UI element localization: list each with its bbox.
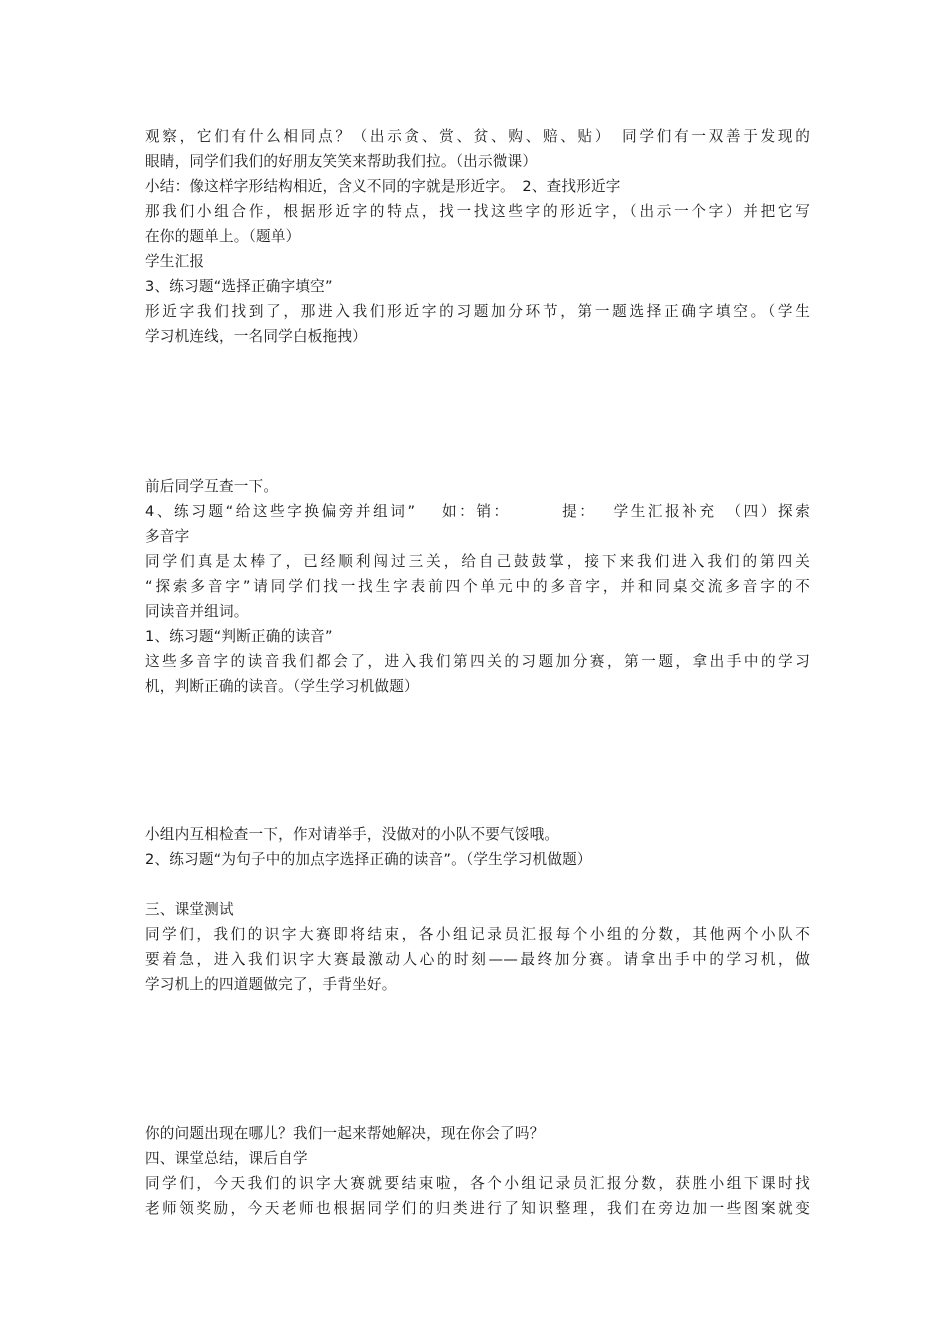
text-line: 1、练习题“判断正确的读音” — [145, 628, 333, 645]
text-line: 眼睛，同学们我们的好朋友笑笑来帮助我们拉。（出示微课） — [145, 153, 538, 170]
text-line: 4、练习题“给这些字换偏旁并组词” 如：销： 提： 学生汇报补充 （四）探索 — [145, 503, 810, 520]
text-line: 四、课堂总结，课后自学 — [145, 1150, 308, 1167]
text-line: 前后同学互查一下。 — [145, 478, 279, 495]
text-line: 3、练习题“选择正确字填空” — [145, 278, 333, 295]
text-line: 老师领奖励，今天老师也根据同学们的归类进行了知识整理，我们在旁边加一些图案就变 — [145, 1200, 810, 1217]
text-line: 小组内互相检查一下，作对请举手，没做对的小队不要气馁哦。 — [145, 826, 560, 843]
text-line: 要着急，进入我们识字大赛最激动人心的时刻——最终加分赛。请拿出手中的学习机，做 — [145, 951, 810, 968]
text-line: 在你的题单上。（题单） — [145, 228, 301, 245]
text-line: 学习机连线，一名同学白板拖拽） — [145, 328, 367, 345]
text-line: 这些多音字的读音我们都会了，进入我们第四关的习题加分赛，第一题，拿出手中的学习 — [145, 653, 810, 670]
text-line: “探索多音字”请同学们找一找生字表前四个单元中的多音字，并和同桌交流多音字的不 — [145, 578, 810, 595]
text-line: 观察，它们有什么相同点？（出示贪、赏、贫、购、赔、贴） 同学们有一双善于发现的 — [145, 128, 810, 145]
text-line: 同读音并组词。 — [145, 603, 249, 620]
text-line: 同学们，今天我们的识字大赛就要结束啦，各个小组记录员汇报分数，获胜小组下课时找 — [145, 1175, 810, 1192]
text-line: 三、课堂测试 — [145, 901, 234, 918]
text-line: 那我们小组合作，根据形近字的特点，找一找这些字的形近字，（出示一个字）并把它写 — [145, 203, 810, 220]
text-line: 学生汇报 — [145, 253, 205, 270]
text-line: 同学们，我们的识字大赛即将结束，各小组记录员汇报每个小组的分数，其他两个小队不 — [145, 926, 810, 943]
text-line: 同学们真是太棒了，已经顺利闯过三关，给自己鼓鼓掌，接下来我们进入我们的第四关 — [145, 553, 810, 570]
text-line: 你的问题出现在哪儿？我们一起来帮她解决，现在你会了吗？ — [145, 1125, 545, 1142]
text-line: 多音字 — [145, 528, 190, 545]
text-line: 学习机上的四道题做完了，手背坐好。 — [145, 976, 397, 993]
text-line: 形近字我们找到了，那进入我们形近字的习题加分环节，第一题选择正确字填空。（学生 — [145, 303, 810, 320]
text-line: 小结：像这样字形结构相近，含义不同的字就是形近字。 2、查找形近字 — [145, 178, 621, 195]
text-line: 2、练习题“为句子中的加点字选择正确的读音”。（学生学习机做题） — [145, 851, 592, 868]
text-line: 机，判断正确的读音。（学生学习机做题） — [145, 678, 419, 695]
